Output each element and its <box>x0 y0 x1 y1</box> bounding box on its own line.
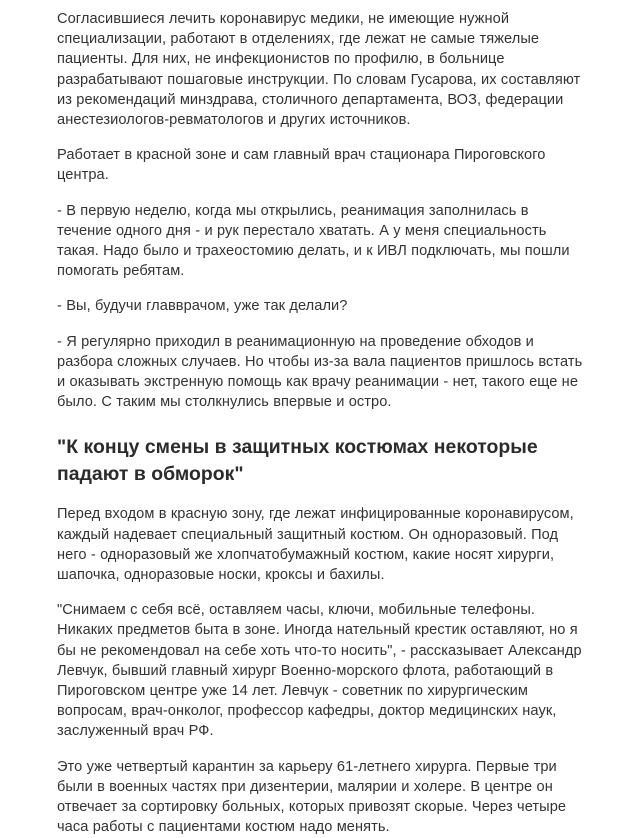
paragraph-answer-first-week: - В первую неделю, когда мы открылись, реанимация заполнилась в течение одного дня - и рук перестало хватать. А у меня специальность такая. Надо было и трахеостомию делать, и к ИВЛ подключать, мы пошли помогать ребятам. <box>57 202 570 280</box>
section-heading-fainting: "К концу смены в защитных костюмах некоторые падают в обморок" <box>57 436 538 486</box>
paragraph-answer-rounds: - Я регулярно приходил в реанимационную на проведение обходов и разбора сложных случаев. Но чтобы из-за вала пациентов пришлось встать и оказывать экстренную помощь как врачу реанимации - нет, такого еще не было. С таким мы столкнулись впервые и остро. <box>57 333 583 411</box>
paragraph-quote-levchuk: "Снимаем с себя всё, оставляем часы, ключи, мобильные телефоны. Никаких предметов быта в зоне. Иногда нательный крестик оставляют, но я бы не рекомендовал на себе хоть что-то носить", - рассказывает Александр Левчук, бывший главный хирург Военно-морского флота, работающий в Пироговском центре уже 14 лет. Левчук - советник по хирургическим вопросам, врач-онколог, профессор кафедры, доктор медицинских наук, заслуженный врач РФ. <box>57 602 582 740</box>
paragraph-question-chief-doctor: - Вы, будучи главврачом, уже так делали? <box>57 298 348 315</box>
paragraph-fourth-quarantine: Это уже четвертый карантин за карьеру 61-летнего хирурга. Первые три были в военных частях при дизентерии, малярии и холере. В центре он отвечает за сортировку больных, которых привозят скорые. Через четыре часа работы с пациентами костюм надо менять. <box>57 758 567 836</box>
paragraph-protective-suit: Перед входом в красную зону, где лежат инфицированные коронавирусом, каждый надевает специальный защитный костюм. Он одноразовый. Под него - одноразовый же хлопчатобумажный костюм, какие носят хирурги, шапочка, одноразовые носки, кроксы и бахилы. <box>57 506 574 584</box>
paragraph-chief-doctor-red-zone: Работает в красной зоне и сам главный врач стационара Пироговского центра. <box>57 147 546 184</box>
paragraph-intro-specialization: Согласившиеся лечить коронавирус медики, не имеющие нужной специализации, работают в отделениях, где лежат не самые тяжелые пациенты. Для них, не инфекционистов по профилю, в больнице разрабатывают пошаговые инструкции. По словам Гусарова, их составляют из рекомендаций минздрава, столичного департамента, ВОЗ, федерации анестезиологов-ревматологов и других источников. <box>57 11 581 129</box>
